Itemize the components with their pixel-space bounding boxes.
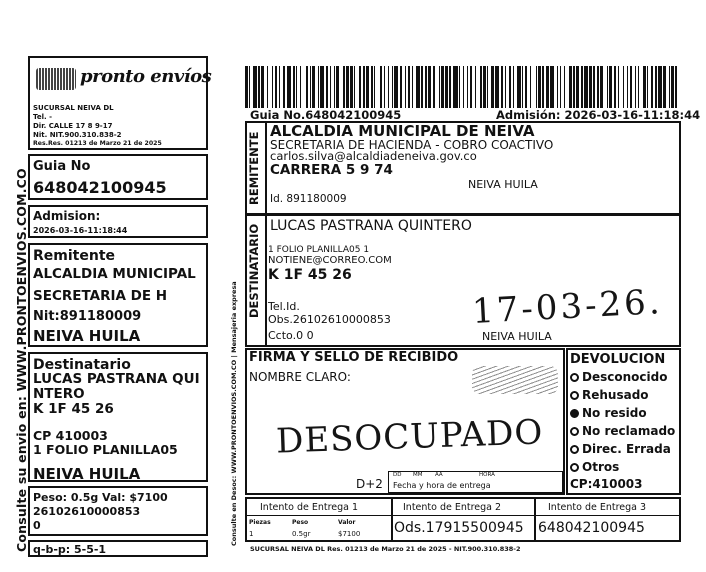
right-destinatario-ccto: Ccto.0 0	[268, 329, 314, 342]
left-remitente-city: NEIVA HUILA	[33, 327, 141, 345]
barcode	[245, 66, 679, 108]
left-destinatario-name-1: LUCAS PASTRANA QUI	[33, 371, 200, 387]
right-remitente-dept: SECRETARIA DE HACIENDA - COBRO COACTIVO	[270, 138, 554, 152]
intento-2-label: Intento de Entrega 2	[403, 502, 502, 513]
left-qbp-line: q-b-p: 5-5-1	[33, 543, 107, 556]
devolucion-option-label: Otros	[582, 460, 620, 474]
circle-icon	[570, 373, 579, 382]
right-destinatario-city: NEIVA HUILA	[482, 330, 552, 343]
right-remitente-city: NEIVA HUILA	[468, 178, 538, 191]
logo-text: pronto envíos	[80, 66, 212, 87]
left-remitente-label: Remitente	[33, 248, 116, 264]
date-header-aa: AA	[435, 472, 443, 478]
peso-label: Peso	[292, 519, 309, 526]
peso-value: 0.5gr	[292, 530, 311, 538]
circle-icon	[570, 445, 579, 454]
right-remitente-side-label: REMITENTE	[247, 131, 261, 205]
right-guia-label: Guia No.648042100945	[250, 108, 402, 122]
left-admision-label: Admision:	[33, 209, 101, 223]
left-guia-box	[28, 154, 208, 200]
left-destinatario-folio: 1 FOLIO PLANILLA05	[33, 442, 178, 457]
left-remitente-sub: SECRETARIA DE H	[33, 288, 168, 304]
branch-line-3: Dir. CALLE 17 8 9-17	[33, 122, 113, 130]
right-remitente-name: ALCALDIA MUNICIPAL DE NEIVA	[270, 122, 535, 140]
right-destinatario-tel: Tel.Id.	[268, 300, 300, 313]
piezas-label: Piezas	[249, 519, 271, 526]
date-header-dd: DD	[393, 472, 402, 478]
right-remitente-divider	[265, 121, 267, 215]
left-admision-value: 2026-03-16-11:18:44	[33, 226, 128, 235]
piezas-value: 1	[249, 530, 254, 538]
left-peso-line: Peso: 0.5g Val: $7100	[33, 491, 168, 504]
intentos-hline	[245, 515, 681, 516]
valor-value: $7100	[338, 530, 361, 538]
left-peso-zero: 0	[33, 519, 41, 532]
left-destinatario-address: K 1F 45 26	[33, 401, 114, 417]
left-destinatario-label: Destinatario	[33, 357, 131, 373]
devolucion-option-label: Direc. Errada	[582, 442, 671, 456]
devolucion-option-label: No reclamado	[582, 424, 676, 438]
right-side-text: Consulte en Desoc: WWW.PRONTOENVIOS.COM.CO | Mensajeria expresa	[230, 281, 238, 546]
devolucion-option-label: Desconocido	[582, 370, 668, 384]
circle-icon	[570, 391, 579, 400]
right-destinatario-line-1: 1 FOLIO PLANILLA05 1	[268, 245, 370, 255]
left-remitente-box	[28, 243, 208, 347]
firma-d2: D+2	[356, 477, 383, 491]
logo-mark	[36, 68, 76, 90]
right-guia-number: 648042100945	[538, 520, 645, 536]
left-peso-code: 26102610000853	[33, 505, 141, 518]
right-remitente-email: carlos.silva@alcaldiadeneiva.gov.co	[270, 149, 477, 163]
right-remitente-address: CARRERA 5 9 74	[270, 162, 393, 178]
left-admision-box	[28, 205, 208, 238]
right-destinatario-name: LUCAS PASTRANA QUINTERO	[270, 218, 472, 234]
right-remitente-id: Id. 891180009	[270, 193, 347, 205]
right-destinatario-address: K 1F 45 26	[268, 267, 352, 283]
barcode-bar	[677, 66, 678, 108]
firma-title: FIRMA Y SELLO DE RECIBIDO	[249, 350, 459, 365]
right-destinatario-side-label: DESTINATARIO	[247, 223, 261, 318]
branch-line-5: Res.Res. 01213 de Marzo 21 de 2025	[33, 140, 162, 147]
left-guia-label: Guia No	[33, 159, 91, 174]
branch-box	[28, 56, 212, 150]
devolucion-title: DEVOLUCION	[570, 352, 666, 367]
devolucion-option	[570, 371, 667, 383]
intento-3-label: Intento de Entrega 3	[548, 502, 647, 513]
checked-circle-icon	[570, 409, 579, 418]
valor-label: Valor	[338, 519, 356, 526]
left-destinatario-box	[28, 352, 208, 482]
branch-line-2: Tel. -	[33, 113, 52, 121]
right-destinatario-obs: Obs.26102610000853	[268, 313, 391, 326]
left-remitente-nit: Nit:891180009	[33, 309, 142, 324]
devolucion-option-label: No resido	[582, 406, 647, 420]
intentos-divider-1	[391, 497, 393, 542]
devolucion-option	[570, 425, 675, 437]
right-destinatario-line-2: NOTIENE@CORREO.COM	[268, 255, 392, 266]
left-peso-box	[28, 486, 208, 536]
left-destinatario-name-2: NTERO	[33, 386, 85, 402]
firma-handwritten: DESOCUPADO	[275, 412, 544, 462]
devolucion-option	[570, 407, 647, 419]
ods-number: Ods.17915500945	[394, 520, 524, 536]
left-destinatario-city: NEIVA HUILA	[33, 465, 141, 483]
left-destinatario-cp: CP 410003	[33, 428, 108, 443]
left-qbp-box	[28, 540, 208, 557]
left-remitente-name: ALCALDIA MUNICIPAL	[33, 266, 196, 282]
right-admision-label: Admisión: 2026-03-16-11:18:44	[496, 108, 701, 122]
handwritten-date: 17-03-26.	[471, 282, 664, 332]
devolucion-box	[566, 348, 681, 495]
date-header-hora: HORA	[479, 472, 495, 478]
firma-date-box	[388, 471, 563, 493]
devolucion-option	[570, 443, 671, 455]
branch-line-1: SUCURSAL NEIVA DL	[33, 104, 114, 112]
firma-smudge	[472, 366, 558, 394]
side-url-text: Consulte su envio en: WWW.PRONTOENVIOS.COM.CO	[14, 168, 29, 552]
intento-1-label: Intento de Entrega 1	[260, 502, 359, 513]
right-destinatario-divider	[265, 214, 267, 347]
devolucion-option	[570, 461, 619, 473]
circle-icon	[570, 427, 579, 436]
intentos-divider-2	[534, 497, 536, 542]
branch-line-4: Nit. NIT.900.310.838-2	[33, 131, 122, 139]
left-guia-number: 648042100945	[33, 178, 167, 197]
devolucion-option-label: Rehusado	[582, 388, 649, 402]
devolucion-cp: CP:410003	[570, 477, 643, 491]
date-caption: Fecha y hora de entrega	[393, 481, 491, 490]
logo	[34, 64, 212, 98]
right-footer: SUCURSAL NEIVA DL Res. 01213 de Marzo 21 de 2025 - NIT.900.310.838-2	[250, 545, 521, 553]
devolucion-option	[570, 389, 649, 401]
circle-icon	[570, 463, 579, 472]
date-header-mm: MM	[413, 472, 423, 478]
firma-nombre: NOMBRE CLARO:	[249, 370, 351, 384]
